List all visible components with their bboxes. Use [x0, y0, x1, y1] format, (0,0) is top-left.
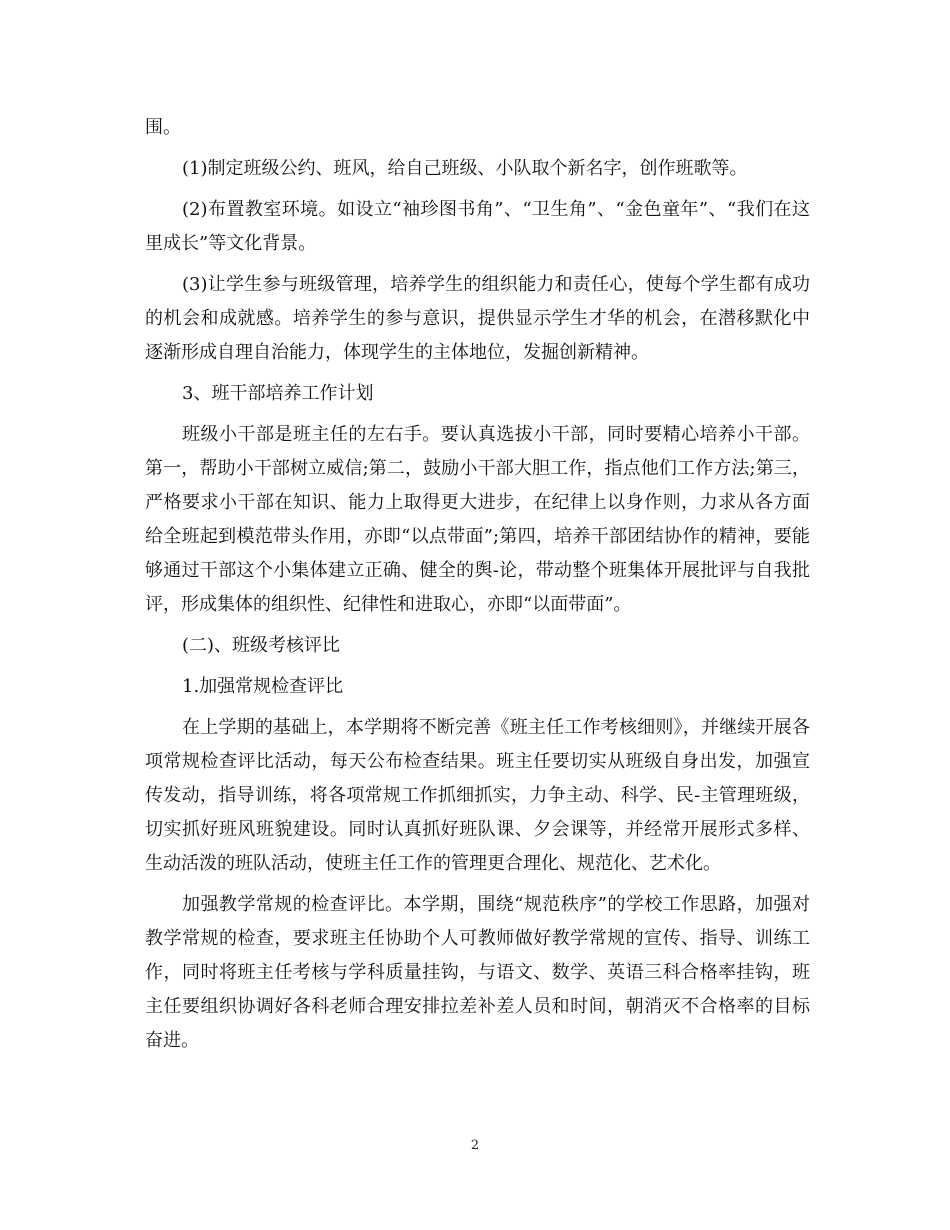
document-body	[145, 111, 810, 1058]
paragraph-teaching-inspection: 加强教学常规的检查评比。本学期，围绕“规范秩序”的学校工作思路，加强对教学常规的检查，要求班主任协助个人可教师做好教学常规的宣传、指导、训练工作，同时将班主任考核与学科质量挂钩，与语文、数学、英语三科合格率挂钩，班主任要组织协调好各科老师合理安排拉差补差人员和时间，朝消灭不合格率的目标奋进。	[145, 894, 810, 1051]
paragraph-item-1: (1)制定班级公约、班风，给自己班级、小队取个新名字，创作班歌等。	[182, 158, 748, 179]
page-number: 2	[470, 1138, 480, 1153]
paragraph-continuation: 围。	[145, 117, 181, 138]
paragraph-cadre-training: 班级小干部是班主任的左右手。要认真选拔小干部，同时要精心培养小干部。第一，帮助小干部树立威信;第二，鼓励小干部大胆工作，指点他们工作方法;第三，严格要求小干部在知识、能力上取得更大进步，在纪律上以身作则，力求从各方面给全班起到模范带头作用，亦即“以点带面”;第四，培养干部团结协作的精神，要能够通过干部这个小集体建立正确、健全的舆-论，带动整个班集体开展批评与自我批评，形成集体的组织性、纪律性和进取心，亦即“以面带面”。	[145, 424, 810, 615]
paragraph-item-3: (3)让学生参与班级管理，培养学生的组织能力和责任心，使每个学生都有成功的机会和成就感。培养学生的参与意识，提供显示学生才华的机会，在潜移默化中逐渐形成自理自治能力，体现学生的主体地位，发掘创新精神。	[145, 274, 810, 363]
subsection-heading-routine-inspection: 1.加强常规检查评比	[182, 676, 344, 697]
paragraph-routine-inspection: 在上学期的基础上，本学期将不断完善《班主任工作考核细则》，并继续开展各项常规检查评比活动，每天公布检查结果。班主任要切实从班级自身出发，加强宣传发动，指导训练，将各项常规工作抓细抓实，力争主动、科学、民-主管理班级，切实抓好班风班貌建设。同时认真抓好班队课、夕会课等，并经常开展形式多样、生动活泼的班队活动，使班主任工作的管理更合理化、规范化、艺术化。	[145, 717, 810, 874]
section-heading-cadre-training: 3、班干部培养工作计划	[182, 383, 374, 404]
paragraph-item-2: (2)布置教室环境。如设立“袖珍图书角”、“卫生角”、“金色童年”、“我们在这里成长”等文化背景。	[145, 199, 810, 254]
section-heading-class-assessment: (二)、班级考核评比	[182, 635, 341, 656]
